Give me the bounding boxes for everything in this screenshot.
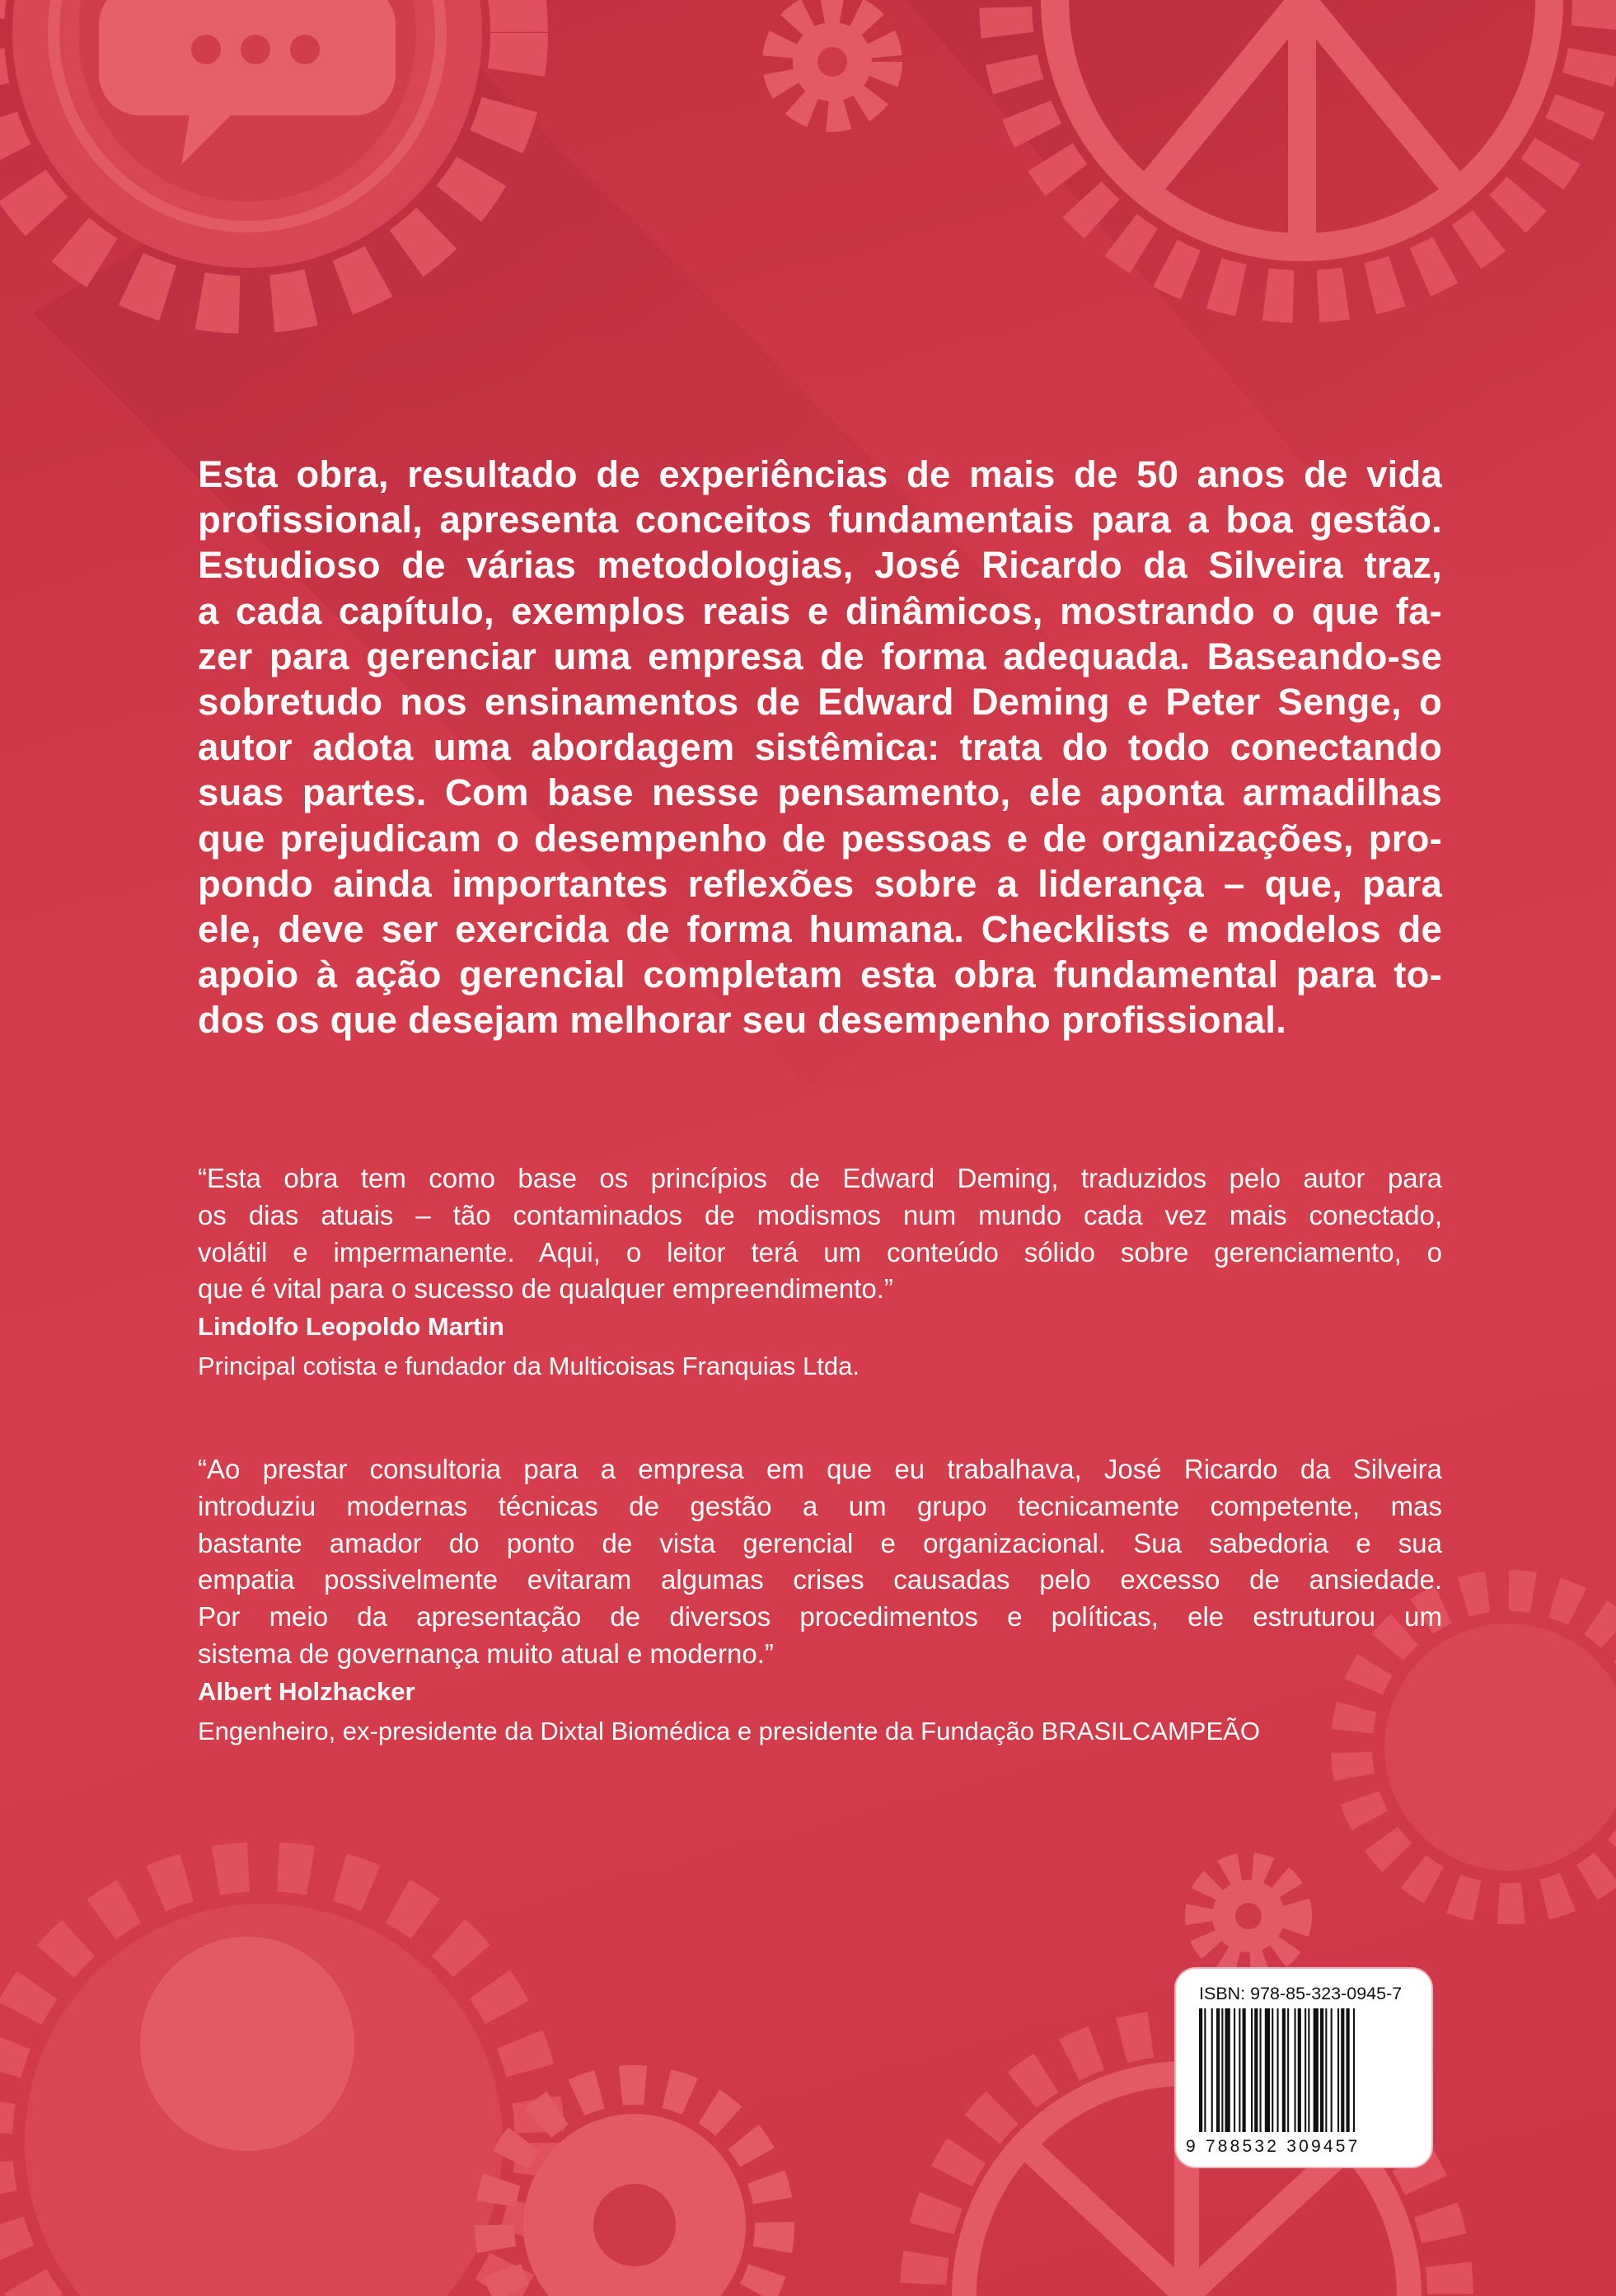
barcode-bar	[1331, 2008, 1333, 2132]
testimonial-role: Principal cotista e fundador da Multicoisas Franquias Ltda.	[198, 1352, 860, 1381]
quote-line: “Ao prestar consultoria para a empresa em que eu trabalhava, José Ricardo da Silveira	[198, 1454, 1442, 1484]
quote-line: sistema de governança muito atual e moderno.”	[198, 1638, 774, 1669]
gear-icon	[0, 1867, 540, 2296]
barcode-bar	[1221, 2008, 1223, 2132]
barcode-bar	[1211, 2008, 1213, 2132]
isbn-label: ISBN: 978-85-323-0945-7	[1199, 1984, 1403, 2003]
description-line: Esta obra, resultado de experiências de mais de 50 anos de vida	[198, 453, 1442, 495]
barcode-bar	[1251, 2008, 1253, 2132]
barcode-bar	[1320, 2008, 1323, 2132]
barcode-bar	[1234, 2008, 1235, 2132]
barcode-bar	[1225, 2008, 1230, 2132]
description-line: suas partes. Com base nesse pensamento, ele aponta armadilhas	[198, 771, 1442, 814]
barcode-bar	[1265, 2008, 1270, 2132]
testimonial-author: Lindolfo Leopoldo Martin	[198, 1312, 504, 1342]
barcode-bar	[1308, 2008, 1309, 2132]
barcode-bar	[1353, 2008, 1355, 2132]
description-line: que prejudicam o desempenho de pessoas e de organizações, pro-	[198, 817, 1442, 860]
quote-line: introduziu modernas técnicas de gestão a um grupo tecnicamente competente, mas	[198, 1490, 1442, 1521]
barcode-bar	[1337, 2008, 1339, 2132]
barcode-bar	[1295, 2008, 1296, 2132]
description-line: apoio à ação gerencial completam esta obra fundamental para to-	[198, 954, 1442, 996]
barcode-bar	[1341, 2008, 1344, 2132]
barcode-digits: 9 788532 309457	[1186, 2137, 1361, 2156]
description-line: profissional, apresenta conceitos fundamentais para a boa gestão.	[198, 499, 1442, 541]
isbn-barcode-box	[1174, 1967, 1433, 2168]
quote-line: bastante amador do ponto de vista gerencial e organizacional. Sua sabedoria e sua	[198, 1527, 1442, 1558]
quote-line: volátil e impermanente. Aqui, o leitor terá um conteúdo sólido sobre gerenciamento, o	[198, 1236, 1442, 1267]
description-line: ele, deve ser exercida de forma humana. Checklists e modelos de	[198, 908, 1442, 951]
gear-icon	[494, 2085, 775, 2296]
quote-line: Por meio da apresentação de diversos procedimentos e políticas, ele estruturou um	[198, 1601, 1442, 1633]
testimonial	[198, 1160, 1442, 1387]
barcode-bar	[1272, 2008, 1273, 2132]
barcode-bar	[1305, 2008, 1306, 2132]
testimonial	[198, 1451, 1442, 1752]
barcode-bar	[1216, 2008, 1220, 2132]
barcode-bar	[1347, 2008, 1350, 2132]
barcode-bar	[1314, 2008, 1319, 2132]
barcode-bar	[1287, 2008, 1289, 2132]
barcode-bar	[1239, 2008, 1240, 2132]
gear-icon	[779, 8, 886, 115]
barcode-icon	[1199, 2008, 1410, 2137]
gear-icon	[1199, 1867, 1298, 1966]
quote-line: empatia possivelmente evitaram algumas crises causadas pelo excesso de ansiedade.	[198, 1564, 1442, 1595]
description-line: a cada capítulo, exemplos reais e dinâmicos, mostrando o que fa-	[198, 589, 1442, 632]
barcode-bar	[1260, 2008, 1262, 2132]
book-description	[198, 452, 1442, 1043]
barcode-bar	[1277, 2008, 1279, 2132]
barcode-bar	[1282, 2008, 1286, 2132]
barcode-bar	[1243, 2008, 1246, 2132]
quote-line: que é vital para o sucesso de qualquer empreendimento.”	[198, 1273, 893, 1305]
quote-line: os dias atuais – tão contaminados de modismos num mundo cada vez mais conectado,	[198, 1199, 1442, 1230]
testimonial-author: Albert Holzhacker	[198, 1676, 415, 1706]
testimonial-quote	[198, 1451, 1442, 1673]
testimonial-quote	[198, 1160, 1442, 1308]
testimonial-role: Engenheiro, ex-presidente da Dixtal Biomédica e presidente da Fundação BRASILCAMPEÃO	[198, 1716, 1260, 1745]
description-line: Estudioso de várias metodologias, José Ricardo da Silveira traz,	[198, 544, 1442, 587]
barcode-bar	[1325, 2008, 1327, 2132]
barcode-bar	[1298, 2008, 1301, 2132]
barcode-bar	[1204, 2008, 1206, 2132]
barcode-bar	[1254, 2008, 1258, 2132]
quote-line: “Esta obra tem como base os princípios de Edward Deming, traduzidos pelo autor para	[198, 1163, 1442, 1193]
description-line: zer para gerenciar uma empresa de forma adequada. Baseando-se	[198, 635, 1442, 677]
description-line: pondo ainda importantes reflexões sobre a liderança – que, para	[198, 862, 1442, 905]
description-line: autor adota uma abordagem sistêmica: trata do todo conectando	[198, 726, 1442, 769]
description-line: sobretudo nos ensinamentos de Edward Deming e Peter Senge, o	[198, 681, 1442, 724]
barcode-bar	[1199, 2008, 1202, 2132]
description-line: dos os que desejam melhorar seu desempenho profissional.	[198, 999, 1286, 1042]
